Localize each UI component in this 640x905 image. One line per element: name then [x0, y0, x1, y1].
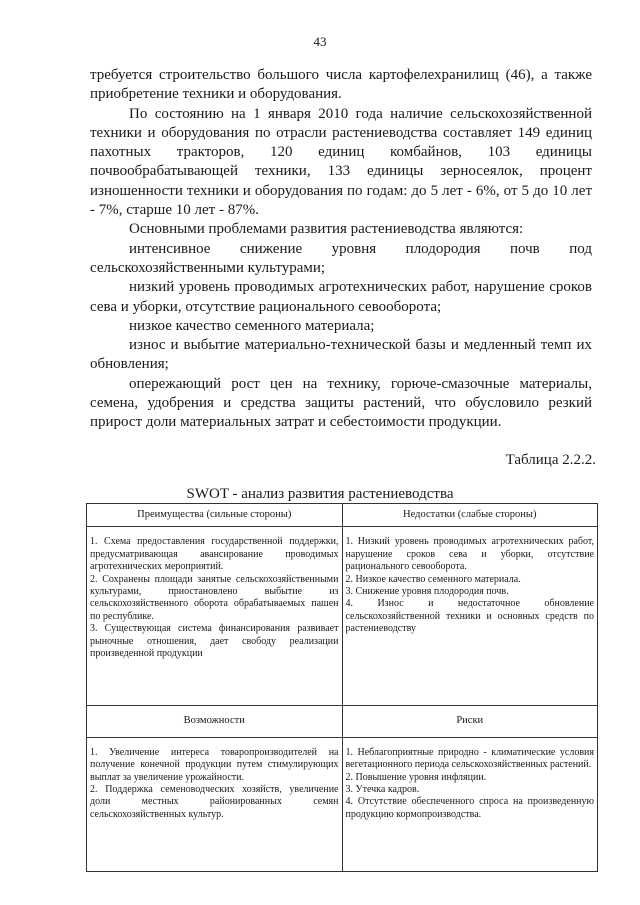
swot-table	[86, 503, 598, 872]
problem-item: опережающий рост цен на технику, горюче-смазочные материалы, семена, удобрения и средства защиты растений, что обусловило резкий прирост доли материальных затрат и себестоимости продукции.	[90, 375, 592, 431]
weakness-item: 2. Низкое качество семенного материала.	[345, 573, 521, 585]
body-text	[90, 66, 592, 433]
threats-header: Риски	[342, 706, 598, 737]
threat-item: 4. Отсутствие обеспеченного спроса на произведенную продукцию кормопроизводства.	[345, 796, 594, 820]
problem-item: износ и выбытие материально-технической базы и медленный темп их обновления;	[90, 337, 592, 373]
opportunity-item: 1. Увеличение интереса товаропроизводителей на получение конечной продукции путем стимулирующих выплат за увеличение урожайности.	[90, 746, 339, 783]
table-title: SWOT - анализ развития растениеводства	[186, 486, 454, 502]
weakness-item: 3. Снижение уровня плодородия почв.	[345, 586, 509, 598]
weakness-item: 1. Низкий уровень проводимых агротехнических работ, нарушение сроков сева и уборки, отсутствие рационального севооборота.	[345, 536, 594, 573]
problem-item: низкое качество семенного материала;	[129, 317, 375, 334]
strength-item: 2. Сохранены площади занятые сельскохозяйственными культурами, приостановлено выбытие из сельскохозяйственного оборота обрабатываемых пашен по республике.	[90, 573, 339, 622]
threat-item: 3. Утечка кадров.	[345, 784, 420, 796]
swot-header-row	[87, 504, 598, 527]
problem-item: низкий уровень проводимых агротехнических работ, нарушение сроков сева и уборки, отсутствие рационального севооборота;	[90, 279, 592, 315]
paragraph: По состоянию на 1 января 2010 года наличие сельскохозяйственной техники и оборудования по отрасли растениеводства составляет 149 единиц пахотных тракторов, 120 единиц комбайнов, 103 единицы почвообрабатывающей техники, 133 единицы зерносеялок, процент изношенности техники и оборудования по годам: до 5 лет - 6%, от 5 до 10 лет - 7%, старше 10 лет - 87%.	[90, 105, 592, 219]
swot-row	[87, 737, 598, 871]
weaknesses-cell	[342, 527, 598, 706]
swot-header-row	[87, 706, 598, 737]
threats-cell	[342, 737, 598, 871]
threat-item: 1. Неблагоприятные природно - климатические условия вегетационного периода сельскохозяйственных растений.	[345, 746, 594, 771]
opportunities-cell	[87, 737, 343, 871]
table-number: Таблица 2.2.2.	[505, 452, 596, 468]
problem-item: интенсивное снижение уровня плодородия почв под сельскохозяйственными культурами;	[90, 240, 592, 276]
strength-item: 1. Схема предоставления государственной поддержки, предусматривающая авансирование проводимых агротехнических мероприятий.	[90, 536, 339, 573]
opportunities-header: Возможности	[87, 706, 343, 737]
page-number: 43	[313, 34, 327, 49]
opportunity-item: 2. Поддержка семеноводческих хозяйств, увеличение доли местных районированных семян сельскохозяйственных культур.	[90, 784, 339, 820]
strength-item: 3. Существующая система финансирования развивает рыночные отношения, дает свободу реализации произведенной продукции	[90, 623, 339, 660]
swot-row	[87, 527, 598, 706]
strengths-header: Преимущества (сильные стороны)	[87, 504, 343, 527]
paragraph: требуется строительство большого числа картофелехранилищ (46), а также приобретение техники и оборудования.	[90, 67, 592, 103]
paragraph: Основными проблемами развития растениеводства являются:	[129, 221, 524, 238]
weaknesses-header: Недостатки (слабые стороны)	[342, 504, 598, 527]
weakness-item: 4. Износ и недостаточное обновление сельскохозяйственной техники и основных средств по растениеводству	[345, 598, 594, 635]
strengths-cell	[87, 527, 343, 706]
threat-item: 2. Повышение уровня инфляции.	[345, 771, 487, 783]
